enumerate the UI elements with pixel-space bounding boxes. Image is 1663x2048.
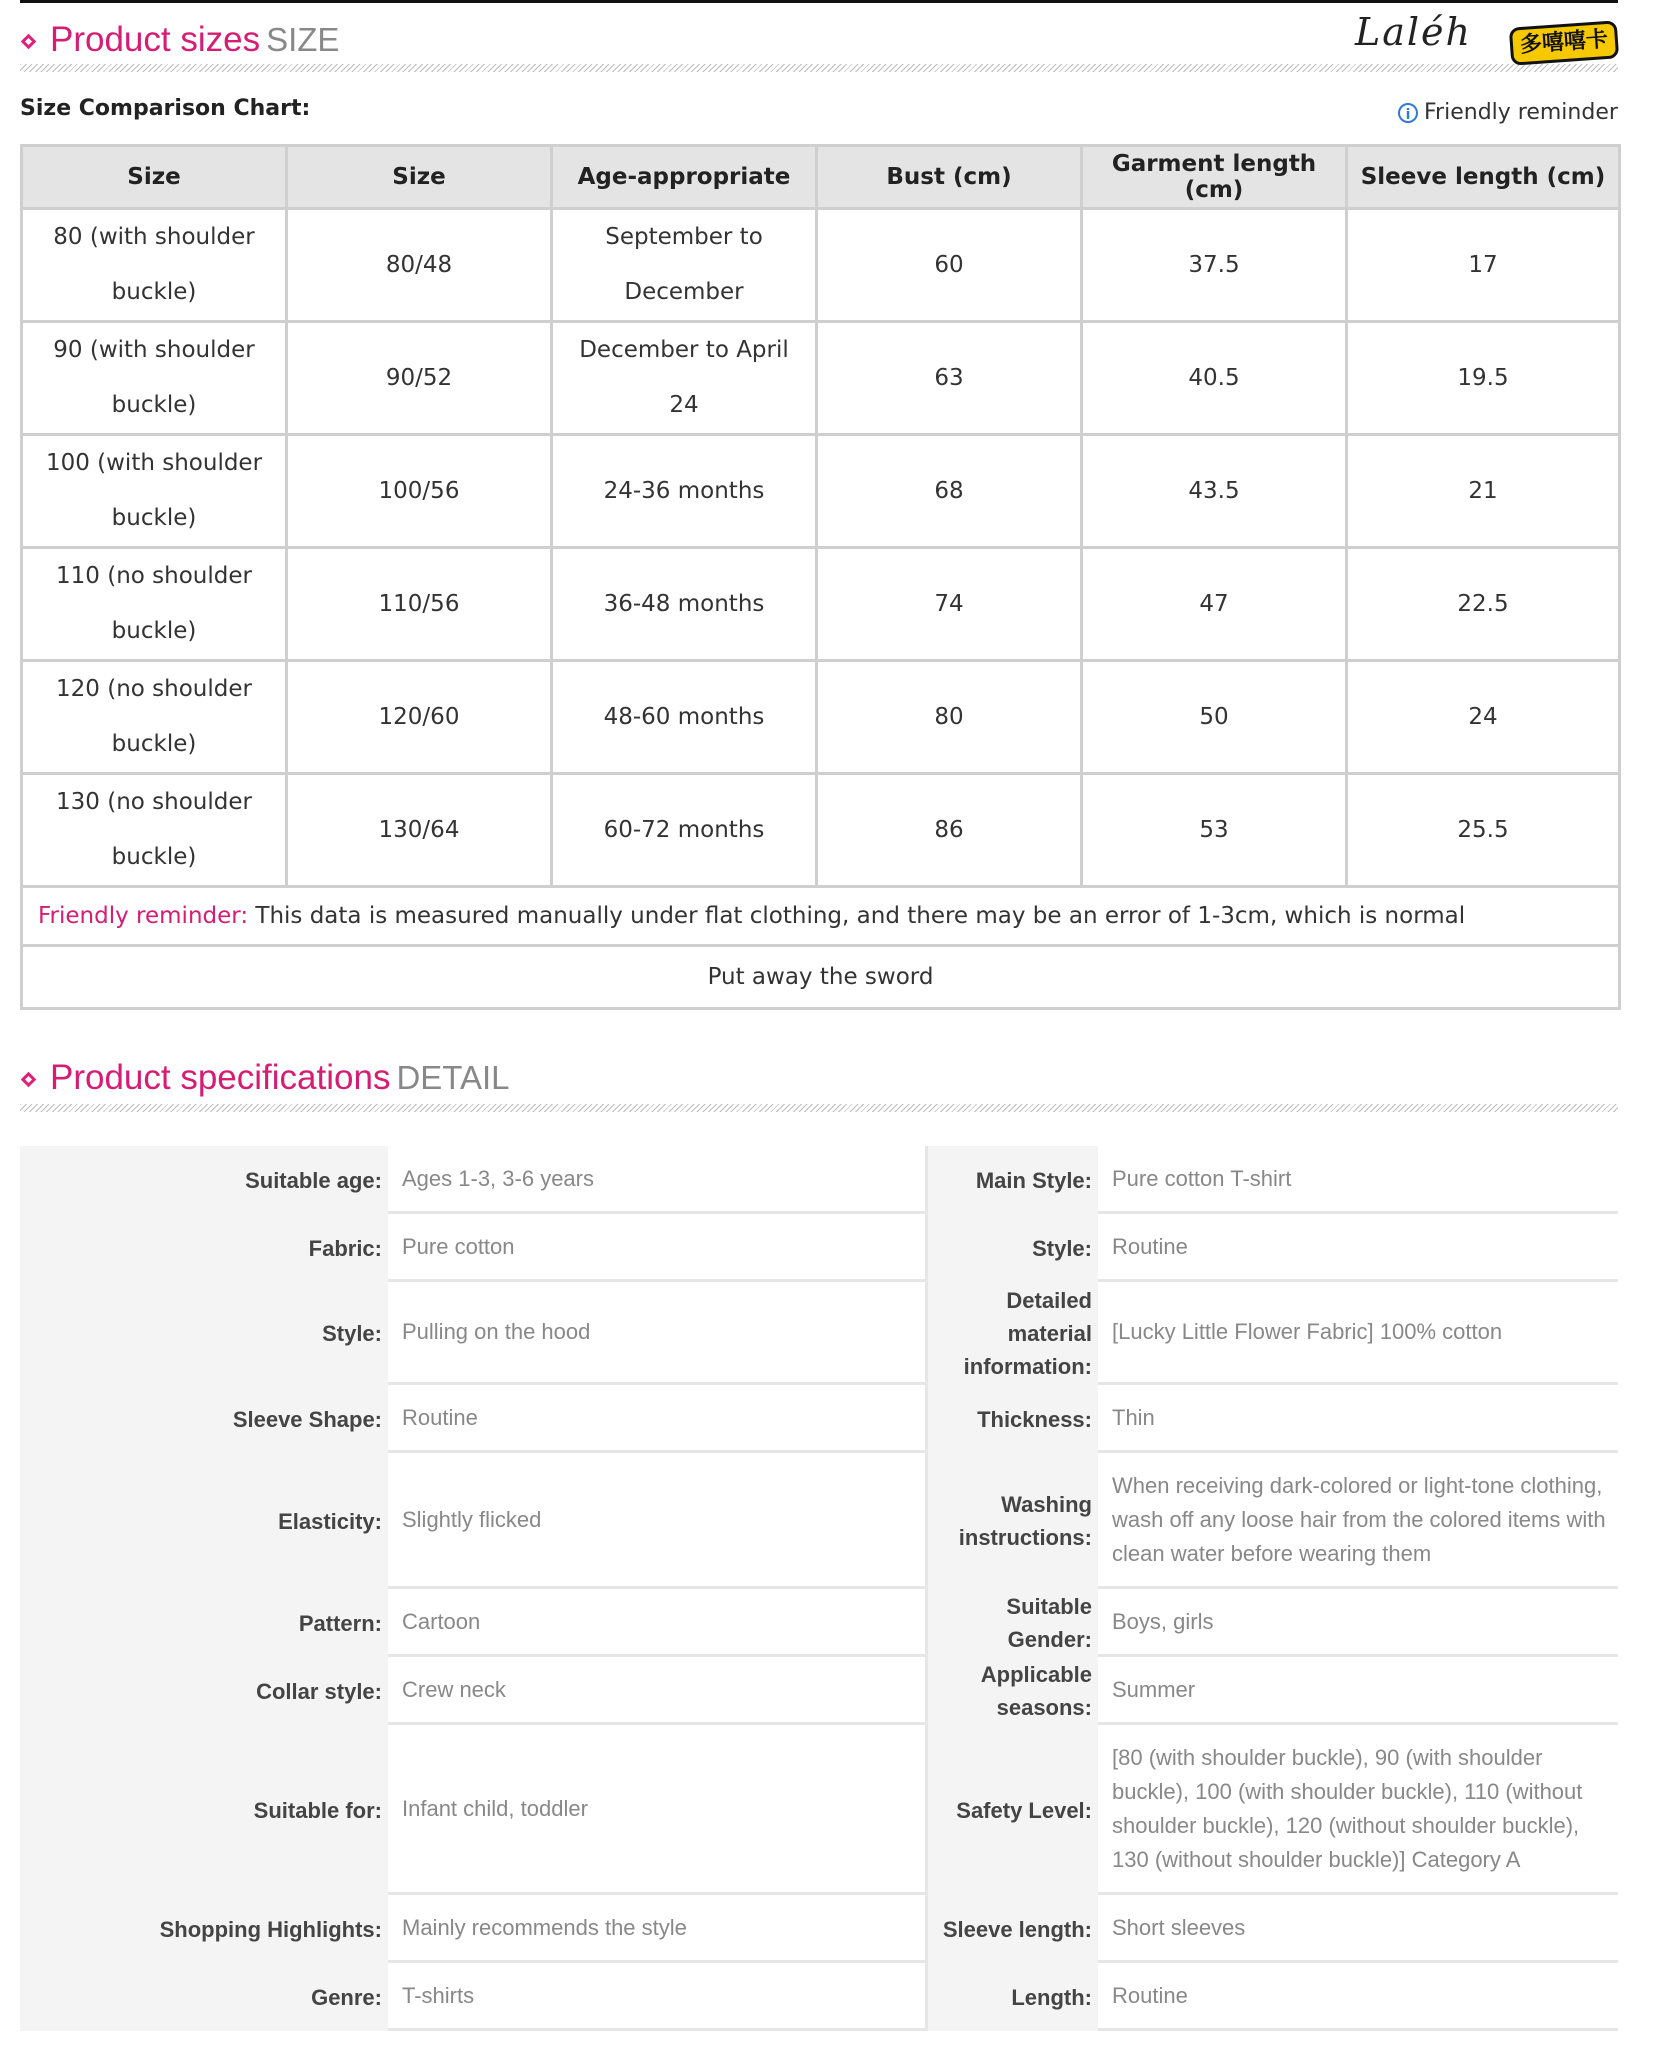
spec-value: Pure cotton T-shirt [1098, 1146, 1618, 1214]
spec-value: [Lucky Little Flower Fabric] 100% cotton [1098, 1282, 1618, 1385]
spec-value: Ages 1-3, 3-6 years [388, 1146, 928, 1214]
spec-label: Applicable seasons: [928, 1657, 1098, 1725]
spec-row [20, 1657, 1618, 1725]
table-cell: 47 [1082, 548, 1347, 661]
header-cell: Size [287, 146, 552, 209]
table-cell: 48-60 months [552, 661, 817, 774]
table-row [22, 435, 1620, 548]
table-cell: 17 [1347, 209, 1620, 322]
spec-value: Mainly recommends the style [388, 1895, 928, 1963]
table-cell: 110 (no shoulder buckle) [22, 548, 287, 661]
table-cell: 24 [1347, 661, 1620, 774]
diamond-icon [21, 1072, 37, 1088]
table-cell: 110/56 [287, 548, 552, 661]
spec-value: T-shirts [388, 1963, 928, 2031]
header-cell: Size [22, 146, 287, 209]
header-cell: Garment length (cm) [1082, 146, 1347, 209]
dotted-divider [20, 1104, 1618, 1112]
header-cell: Sleeve length (cm) [1347, 146, 1620, 209]
table-row [22, 661, 1620, 774]
note-row [22, 887, 1620, 946]
table-cell: 90/52 [287, 322, 552, 435]
spec-label: Style: [928, 1214, 1098, 1282]
table-cell: 36-48 months [552, 548, 817, 661]
spec-value: When receiving dark-colored or light-tone clothing, wash off any loose hair from the colored items with clean water before wearing them [1098, 1453, 1618, 1589]
chart-label: Size Comparison Chart: [20, 96, 311, 121]
table-cell: 22.5 [1347, 548, 1620, 661]
table-cell: 50 [1082, 661, 1347, 774]
spec-label: Sleeve Shape: [20, 1385, 388, 1453]
size-table-header-row [22, 146, 1620, 209]
table-cell: 21 [1347, 435, 1620, 548]
spec-row [20, 1963, 1618, 2031]
spec-value: Slightly flicked [388, 1453, 928, 1589]
table-cell: 130 (no shoulder buckle) [22, 774, 287, 887]
table-cell: 24-36 months [552, 435, 817, 548]
spec-row [20, 1453, 1618, 1589]
spec-value: Cartoon [388, 1589, 928, 1657]
table-cell: 63 [817, 322, 1082, 435]
spec-section-subtitle: DETAIL [396, 1059, 510, 1096]
spec-row [20, 1725, 1618, 1895]
table-cell: 90 (with shoulder buckle) [22, 322, 287, 435]
spec-label: Fabric: [20, 1214, 388, 1282]
table-row [22, 322, 1620, 435]
spec-value: Pure cotton [388, 1214, 928, 1282]
friendly-reminder-link[interactable] [1398, 100, 1618, 125]
table-cell: 25.5 [1347, 774, 1620, 887]
note-label: Friendly reminder: [38, 903, 249, 929]
spec-row [20, 1214, 1618, 1282]
spec-label: Sleeve length: [928, 1895, 1098, 1963]
spec-value: Routine [1098, 1214, 1618, 1282]
spec-value: Thin [1098, 1385, 1618, 1453]
logo-script: Laléh [1355, 10, 1473, 54]
brand-logo [1355, 2, 1620, 68]
spec-value: Boys, girls [1098, 1589, 1618, 1657]
table-cell: 100/56 [287, 435, 552, 548]
friendly-reminder-text: Friendly reminder [1424, 100, 1618, 125]
table-cell: 37.5 [1082, 209, 1347, 322]
table-cell: 60-72 months [552, 774, 817, 887]
table-cell: 100 (with shoulder buckle) [22, 435, 287, 548]
table-cell: 68 [817, 435, 1082, 548]
spec-table [20, 1146, 1618, 2031]
measurement-note [22, 887, 1620, 946]
spec-row [20, 1146, 1618, 1214]
table-cell: 86 [817, 774, 1082, 887]
table-cell: 120 (no shoulder buckle) [22, 661, 287, 774]
table-cell: 74 [817, 548, 1082, 661]
table-cell: December to April 24 [552, 322, 817, 435]
table-cell: 80 [817, 661, 1082, 774]
table-row [22, 774, 1620, 887]
spec-row [20, 1385, 1618, 1453]
spec-label: Suitable for: [20, 1725, 388, 1895]
table-cell: 130/64 [287, 774, 552, 887]
spec-section-header [20, 1050, 1618, 1100]
spec-label: Suitable Gender: [928, 1589, 1098, 1657]
table-cell: 53 [1082, 774, 1347, 887]
table-cell: 19.5 [1347, 322, 1620, 435]
table-cell: 43.5 [1082, 435, 1347, 548]
info-icon: i [1398, 103, 1418, 123]
table-cell: September to December [552, 209, 817, 322]
spec-value: Routine [388, 1385, 928, 1453]
table-cell: 60 [817, 209, 1082, 322]
table-cell: 40.5 [1082, 322, 1347, 435]
table-row [22, 548, 1620, 661]
spec-row [20, 1282, 1618, 1385]
note-text: This data is measured manually under flat clothing, and there may be an error of 1-3cm, which is normal [248, 903, 1466, 929]
spec-value: Crew neck [388, 1657, 928, 1725]
spec-value: Short sleeves [1098, 1895, 1618, 1963]
spec-label: Genre: [20, 1963, 388, 2031]
diamond-icon [21, 34, 37, 50]
spec-value: Pulling on the hood [388, 1282, 928, 1385]
size-section-subtitle: SIZE [266, 21, 340, 58]
table-row [22, 209, 1620, 322]
header-cell: Bust (cm) [817, 146, 1082, 209]
spec-label: Style: [20, 1282, 388, 1385]
table-footer-text: Put away the sword [22, 946, 1620, 1009]
size-table [20, 144, 1621, 1010]
spec-value: Routine [1098, 1963, 1618, 2031]
footer-row [22, 946, 1620, 1009]
spec-label: Washing instructions: [928, 1453, 1098, 1589]
logo-badge: 多嘻嘻卡 [1509, 20, 1619, 65]
spec-label: Elasticity: [20, 1453, 388, 1589]
header-cell: Age-appropriate [552, 146, 817, 209]
spec-label: Thickness: [928, 1385, 1098, 1453]
spec-label: Pattern: [20, 1589, 388, 1657]
table-cell: 80/48 [287, 209, 552, 322]
table-cell: 120/60 [287, 661, 552, 774]
spec-label: Suitable age: [20, 1146, 388, 1214]
spec-label: Safety Level: [928, 1725, 1098, 1895]
size-section-title: Product sizes SIZE [50, 20, 340, 59]
spec-label: Main Style: [928, 1146, 1098, 1214]
spec-section-title: Product specifications DETAIL [50, 1058, 510, 1097]
spec-label: Detailed material information: [928, 1282, 1098, 1385]
spec-value: [80 (with shoulder buckle), 90 (with shoulder buckle), 100 (with shoulder buckle), 110 (without shoulder buckle), 120 (without shoulder buckle), 130 (without shoulder buckle)] Category A [1098, 1725, 1618, 1895]
spec-row [20, 1895, 1618, 1963]
spec-value: Infant child, toddler [388, 1725, 928, 1895]
spec-label: Shopping Highlights: [20, 1895, 388, 1963]
spec-value: Summer [1098, 1657, 1618, 1725]
table-cell: 80 (with shoulder buckle) [22, 209, 287, 322]
spec-row [20, 1589, 1618, 1657]
spec-label: Length: [928, 1963, 1098, 2031]
spec-label: Collar style: [20, 1657, 388, 1725]
